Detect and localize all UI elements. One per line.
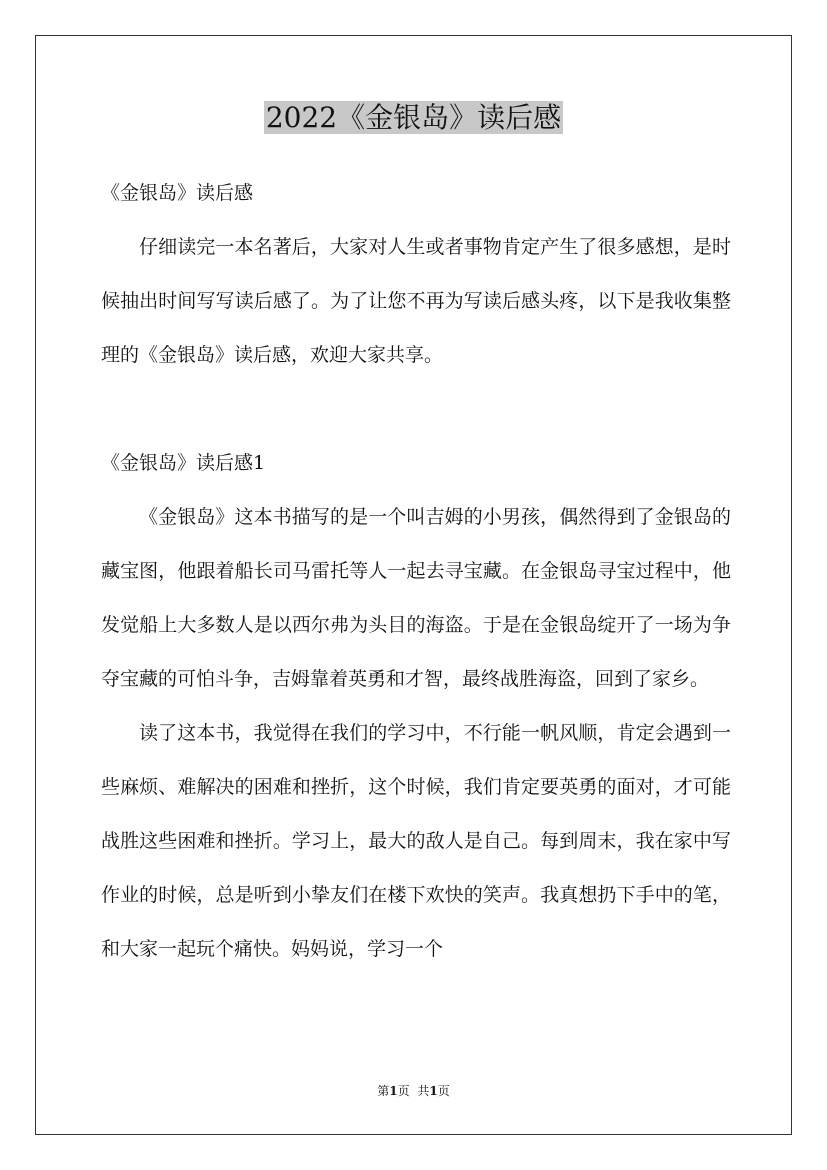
section-heading-1: 《金银岛》读后感1 (101, 452, 266, 474)
total-prefix: 共 (417, 1084, 430, 1098)
intro-heading: 《金银岛》读后感 (101, 182, 254, 204)
section-1-paragraph-2: 读了这本书，我觉得在我们的学习中，不行能一帆风顺，肯定会遇到一些麻烦、难解决的困难和挫折，这个时候，我们肯定要英勇的面对，才可能战胜这些困难和挫折。学习上，最大的敌人是自己。每到周末，我在家中写作业的时候，总是听到小挚友们在楼下欢快的笑声。我真想扔下手中的笔，和大家一起玩个痛快。妈妈说，学习一个 (101, 722, 731, 960)
section-1-paragraph-1: 《金银岛》这本书描写的是一个叫吉姆的小男孩，偶然得到了金银岛的藏宝图，他跟着船长司马雷托等人一起去寻宝藏。在金银岛寻宝过程中，他发觉船上大多数人是以西尔弗为头目的海盗。于是在金银岛绽开了一场为争夺宝藏的可怕斗争，吉姆靠着英勇和才智，最终战胜海盗，回到了家乡。 (101, 506, 731, 690)
page-footer (0, 1083, 827, 1099)
total-pages: 1 (429, 1084, 438, 1098)
document-title: 2022《金银岛》读后感 (265, 101, 562, 134)
paragraph-spacer (101, 382, 731, 436)
page-suffix: 页 (397, 1084, 410, 1098)
document-title-container (0, 96, 827, 140)
page-prefix: 第 (377, 1084, 390, 1098)
intro-paragraph: 仔细读完一本名著后，大家对人生或者事物肯定产生了很多感想，是时候抽出时间写写读后感了。为了让您不再为写读后感头疼，以下是我收集整理的《金银岛》读后感，欢迎大家共享。 (101, 236, 731, 366)
document-body (101, 166, 731, 976)
page-number: 1 (389, 1084, 398, 1098)
total-suffix: 页 (437, 1084, 450, 1098)
